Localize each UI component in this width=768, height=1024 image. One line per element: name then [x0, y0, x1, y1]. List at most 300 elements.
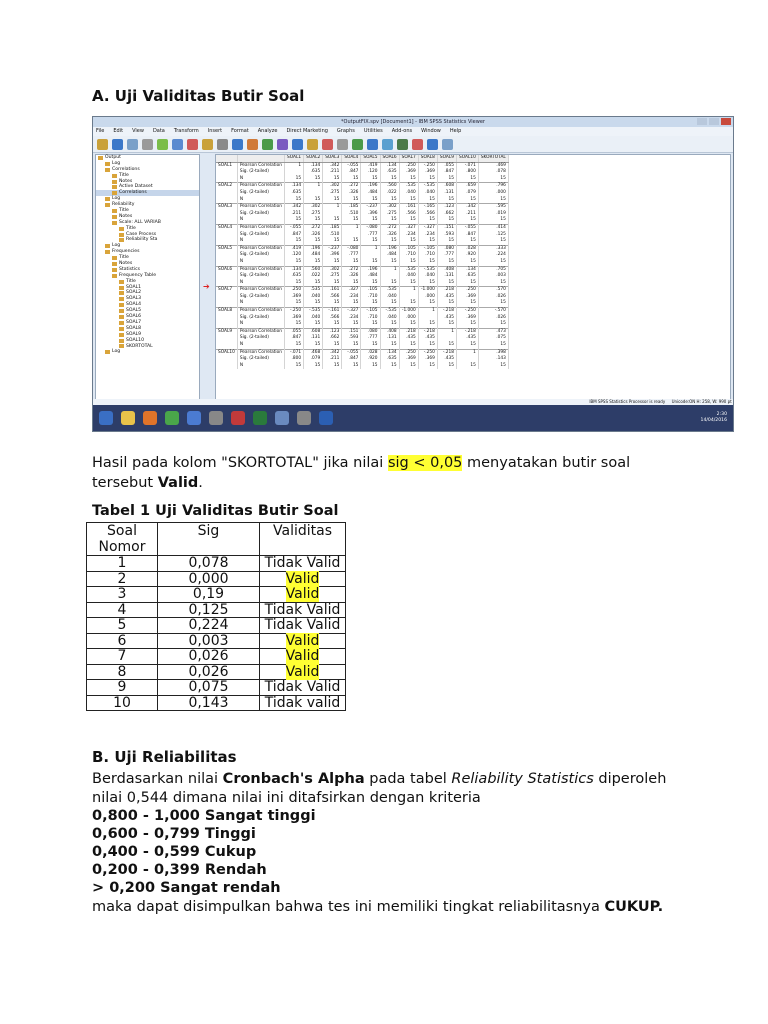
table-cell: 15 — [304, 217, 323, 224]
soal-number: 4 — [87, 602, 158, 618]
table-cell: .022 — [380, 190, 399, 197]
table-cell: .608 — [437, 183, 456, 190]
toolbar-button-icon[interactable] — [262, 139, 273, 150]
outline-node-icon — [119, 321, 124, 325]
row-group-label — [216, 315, 237, 322]
table-cell: -.535 — [304, 308, 323, 315]
table-cell: .134 — [304, 162, 323, 169]
outline-item-label: SOAL9 — [126, 331, 142, 337]
outline-node-icon — [119, 227, 124, 231]
validity-cell — [260, 680, 346, 696]
table-cell: 15 — [399, 321, 418, 328]
outline-node-icon — [119, 303, 124, 307]
table-row — [216, 197, 508, 204]
table-cell: .342 — [323, 349, 342, 356]
menu-item[interactable]: Transform — [173, 128, 199, 134]
table-cell: .796 — [478, 183, 508, 190]
settings-icon[interactable] — [275, 411, 289, 425]
table-cell: 15 — [361, 321, 380, 328]
table-cell: -.237 — [323, 245, 342, 252]
header-sig: Sig — [158, 523, 260, 556]
toolbar-button-icon[interactable] — [157, 139, 168, 150]
table-row — [216, 176, 508, 183]
table-cell: .022 — [304, 273, 323, 280]
table-cell: .196 — [361, 266, 380, 273]
outline-item-label: Log — [112, 243, 121, 249]
table-cell: .408 — [380, 328, 399, 335]
row-stat-label: Pearson Correlation — [237, 308, 284, 315]
row-group-label — [216, 335, 237, 342]
table-cell: 15 — [399, 280, 418, 287]
status-right-text: Unicode:ON H: 258, W: 990 pt — [671, 399, 732, 404]
table-cell: -.055 — [342, 162, 361, 169]
result-paragraph-line2 — [92, 475, 203, 491]
spss-taskbar-icon[interactable] — [231, 411, 245, 425]
menu-item[interactable]: View — [132, 128, 144, 134]
outline-item-label: Reliability Sta — [126, 237, 158, 243]
start-icon[interactable] — [99, 411, 113, 425]
column-header: SOAL7 — [399, 155, 418, 162]
criteria-item: 0,800 - 1,000 Sangat tinggi — [92, 808, 316, 824]
row-stat-label: N — [237, 280, 284, 287]
criteria-item: 0,400 - 0,599 Cukup — [92, 844, 257, 860]
toolbar-button-icon[interactable] — [172, 139, 183, 150]
table-cell: 15 — [418, 363, 437, 370]
table-cell: .302 — [380, 204, 399, 211]
validity-value: Tidak valid — [264, 694, 341, 711]
outline-item-label: SOAL7 — [126, 319, 142, 325]
toolbar-button-icon[interactable] — [112, 139, 123, 150]
table-cell: .275 — [304, 211, 323, 218]
table-cell: .272 — [342, 266, 361, 273]
table-cell: 15 — [380, 321, 399, 328]
column-header: SOAL4 — [342, 155, 361, 162]
spss-menubar — [93, 127, 733, 136]
outline-item-label: Scale: ALL VARIAB — [119, 219, 161, 225]
table-cell: 15 — [284, 197, 303, 204]
table-cell: .185 — [323, 224, 342, 231]
outline-node-icon — [105, 162, 110, 166]
table-cell: .369 — [284, 294, 303, 301]
column-header: SOAL6 — [380, 155, 399, 162]
validity-value: Valid — [285, 586, 320, 602]
table-cell: .327 — [399, 224, 418, 231]
menu-item[interactable]: Format — [231, 128, 249, 134]
menu-item[interactable]: Analyze — [257, 128, 278, 134]
table-cell: .040 — [304, 315, 323, 322]
menu-item[interactable]: Add-ons — [391, 128, 413, 134]
outline-item-label: SOAL2 — [126, 290, 142, 296]
table-cell: .224 — [478, 252, 508, 259]
menu-item[interactable]: Graphs — [336, 128, 355, 134]
table-cell: 15 — [342, 280, 361, 287]
table-cell: .920 — [456, 252, 478, 259]
app-icon[interactable] — [297, 411, 311, 425]
toolbar-button-icon[interactable] — [142, 139, 153, 150]
table-cell: .847 — [284, 232, 303, 239]
soal-number: 2 — [87, 571, 158, 587]
row-stat-label: N — [237, 217, 284, 224]
row-stat-label: Sig. (2-tailed) — [237, 232, 284, 239]
table-cell: .535 — [304, 287, 323, 294]
table-row — [216, 321, 508, 328]
table-cell: .131 — [437, 190, 456, 197]
table-cell: .510 — [342, 211, 361, 218]
table-cell: .435 — [437, 356, 456, 363]
table-cell: -.327 — [418, 224, 437, 231]
outline-node-icon — [112, 185, 117, 189]
row-stat-label: Sig. (2-tailed) — [237, 356, 284, 363]
table-cell: 15 — [361, 217, 380, 224]
outline-node-icon — [112, 274, 117, 278]
table-cell: 15 — [304, 342, 323, 349]
table-cell: 15 — [418, 176, 437, 183]
table-row — [216, 204, 508, 211]
outline-node-icon — [98, 156, 103, 160]
menu-item[interactable]: Help — [449, 128, 462, 134]
table-cell: 15 — [418, 238, 437, 245]
outline-item-label: Title — [126, 278, 136, 284]
table-cell — [284, 169, 303, 176]
outline-node-icon — [119, 297, 124, 301]
row-stat-label: Pearson Correlation — [237, 328, 284, 335]
table-cell: .134 — [380, 162, 399, 169]
table-cell: .326 — [342, 190, 361, 197]
conclusion-line — [92, 899, 663, 915]
menu-item[interactable]: Insert — [207, 128, 223, 134]
table-cell: .272 — [380, 224, 399, 231]
outline-item-label: Correlations — [119, 190, 147, 196]
outline-node-icon — [112, 191, 117, 195]
file-explorer-icon[interactable] — [121, 411, 135, 425]
table-cell: -.055 — [456, 224, 478, 231]
close-icon[interactable] — [721, 118, 731, 125]
table-cell: .710 — [361, 294, 380, 301]
table-cell: -.570 — [478, 308, 508, 315]
column-header: SOAL8 — [418, 155, 437, 162]
column-header — [237, 155, 284, 162]
table-cell: 1 — [437, 328, 456, 335]
outline-node-icon — [112, 180, 117, 184]
toolbar-button-icon[interactable] — [292, 139, 303, 150]
sig-value: 0,026 — [158, 649, 260, 665]
table-cell: .635 — [456, 273, 478, 280]
toolbar-button-icon[interactable] — [127, 139, 138, 150]
table-cell: 15 — [361, 238, 380, 245]
outline-item-label: SOAL4 — [126, 302, 142, 308]
outline-item-label: SOAL6 — [126, 314, 142, 320]
table-cell: .398 — [478, 349, 508, 356]
row-stat-label: Sig. (2-tailed) — [237, 169, 284, 176]
outline-item-label: Log — [112, 196, 121, 202]
validity-cell — [260, 556, 346, 572]
outline-node-icon — [105, 197, 110, 201]
table-cell: .272 — [342, 183, 361, 190]
row-group-label — [216, 259, 237, 266]
table-cell: .250 — [399, 162, 418, 169]
table-cell: .635 — [380, 356, 399, 363]
table-cell: 15 — [456, 176, 478, 183]
table-cell: .196 — [361, 183, 380, 190]
table-cell: .151 — [342, 328, 361, 335]
table-cell: .196 — [304, 245, 323, 252]
table-cell: 15 — [342, 363, 361, 370]
table-cell: -1.000 — [399, 308, 418, 315]
column-header — [216, 155, 237, 162]
table-cell: -1.000 — [418, 287, 437, 294]
toolbar-button-icon[interactable] — [367, 139, 378, 150]
conclusion-bold: CUKUP. — [604, 899, 664, 915]
toolbar-button-icon[interactable] — [352, 139, 363, 150]
table-cell: -.165 — [418, 204, 437, 211]
table-cell: .566 — [418, 211, 437, 218]
sig-value: 0,224 — [158, 618, 260, 634]
table-cell: 15 — [323, 238, 342, 245]
menu-item[interactable]: Data — [152, 128, 165, 134]
table-cell: .510 — [323, 232, 342, 239]
table-row — [87, 618, 346, 634]
table-cell: .055 — [284, 328, 303, 335]
table-cell: -.218 — [437, 308, 456, 315]
outline-item-label: Case Process — [126, 231, 157, 237]
menu-item[interactable]: Edit — [113, 128, 124, 134]
ie-icon[interactable] — [187, 411, 201, 425]
row-stat-label: Sig. (2-tailed) — [237, 190, 284, 197]
row-group-label — [216, 342, 237, 349]
toolbar-button-icon[interactable] — [232, 139, 243, 150]
table-cell: 15 — [284, 300, 303, 307]
column-header: SOAL10 — [456, 155, 478, 162]
table-cell: 15 — [380, 300, 399, 307]
table-cell: .019 — [478, 211, 508, 218]
spss-outline-navigator[interactable] — [95, 154, 200, 404]
system-clock[interactable] — [701, 412, 727, 424]
table-cell: 15 — [342, 176, 361, 183]
sig-value: 0,143 — [158, 695, 260, 711]
table-cell: .435 — [456, 335, 478, 342]
table-cell: .028 — [361, 349, 380, 356]
table-cell: .560 — [380, 183, 399, 190]
toolbar-button-icon[interactable] — [382, 139, 393, 150]
menu-item[interactable]: Window — [421, 128, 441, 134]
row-stat-label: Sig. (2-tailed) — [237, 252, 284, 259]
table-cell: 15 — [418, 321, 437, 328]
row-group-label: SOAL2 — [216, 183, 237, 190]
toolbar-button-icon[interactable] — [202, 139, 213, 150]
table-cell: .847 — [284, 335, 303, 342]
toolbar-button-icon[interactable] — [307, 139, 318, 150]
table-cell: .593 — [437, 232, 456, 239]
table-cell: 15 — [323, 342, 342, 349]
table-cell: -.071 — [456, 162, 478, 169]
table-cell: .560 — [304, 266, 323, 273]
criteria-item: 0,600 - 0,799 Tinggi — [92, 826, 256, 842]
result-text: menyatakan butir soal — [462, 455, 631, 471]
maximize-icon[interactable] — [709, 118, 719, 125]
table-cell: .134 — [284, 266, 303, 273]
table-row — [216, 280, 508, 287]
reliability-statistics-italic: Reliability Statistics — [451, 771, 594, 787]
table-cell: 15 — [478, 259, 508, 266]
table-cell: .211 — [284, 211, 303, 218]
toolbar-button-icon[interactable] — [427, 139, 438, 150]
outline-item[interactable] — [96, 349, 199, 355]
sig-value: 0,000 — [158, 571, 260, 587]
table-cell: 15 — [478, 176, 508, 183]
table-cell: 15 — [399, 259, 418, 266]
outline-node-icon — [119, 315, 124, 319]
table-cell: .473 — [478, 328, 508, 335]
menu-item[interactable]: Utilities — [363, 128, 383, 134]
table-cell: 15 — [399, 300, 418, 307]
table-cell: .570 — [478, 287, 508, 294]
row-stat-label: Pearson Correlation — [237, 349, 284, 356]
table-cell — [456, 356, 478, 363]
table-cell: .777 — [361, 232, 380, 239]
menu-item[interactable]: File — [96, 128, 105, 134]
table-cell: 15 — [342, 300, 361, 307]
table-cell: 15 — [284, 176, 303, 183]
table-cell: 15 — [323, 176, 342, 183]
toolbar-button-icon[interactable] — [277, 139, 288, 150]
app-icon[interactable] — [209, 411, 223, 425]
table-cell: 15 — [399, 342, 418, 349]
table-cell: .080 — [361, 328, 380, 335]
table-cell: 15 — [304, 176, 323, 183]
table-cell: 15 — [380, 238, 399, 245]
toolbar-button-icon[interactable] — [397, 139, 408, 150]
table-cell: .218 — [437, 287, 456, 294]
table-cell: .847 — [437, 169, 456, 176]
table-cell — [380, 273, 399, 280]
table-cell: -.250 — [418, 162, 437, 169]
table-cell: .026 — [478, 294, 508, 301]
table-cell: 15 — [418, 300, 437, 307]
toolbar-button-icon[interactable] — [337, 139, 348, 150]
table-cell: 15 — [418, 280, 437, 287]
table-row — [216, 308, 508, 315]
outline-item-label: SOAL8 — [126, 325, 142, 331]
table-cell: .080 — [437, 245, 456, 252]
table-cell: .710 — [361, 315, 380, 322]
toolbar-button-icon[interactable] — [247, 139, 258, 150]
table-cell: 15 — [418, 342, 437, 349]
table-cell: 15 — [323, 217, 342, 224]
spss-output-pane[interactable] — [215, 154, 731, 407]
windows-taskbar — [93, 405, 733, 431]
menu-item[interactable]: Direct Marketing — [286, 128, 328, 134]
table-cell: .218 — [399, 328, 418, 335]
row-group-label — [216, 252, 237, 259]
table-cell: 15 — [361, 280, 380, 287]
table-cell: .143 — [478, 356, 508, 363]
table-cell: 1 — [399, 287, 418, 294]
table-cell: .079 — [304, 356, 323, 363]
toolbar-button-icon[interactable] — [187, 139, 198, 150]
table-cell: 15 — [380, 217, 399, 224]
table-cell: 15 — [456, 238, 478, 245]
table-cell: 15 — [399, 363, 418, 370]
table-row — [216, 300, 508, 307]
spss-title-bar — [93, 117, 733, 127]
table-cell: .040 — [418, 273, 437, 280]
table-cell: .342 — [456, 204, 478, 211]
table-cell: -.218 — [456, 328, 478, 335]
table-cell: .635 — [284, 273, 303, 280]
sig-value: 0,003 — [158, 633, 260, 649]
table-cell: 15 — [437, 300, 456, 307]
table-row — [216, 363, 508, 370]
validity-value: Valid — [285, 648, 320, 664]
table-cell: .123 — [323, 328, 342, 335]
row-group-label — [216, 169, 237, 176]
validity-value: Tidak Valid — [264, 679, 341, 695]
clock-date: 14/04/2016 — [700, 418, 727, 423]
table-cell: 15 — [304, 259, 323, 266]
table-cell: 15 — [342, 217, 361, 224]
sig-value: 0,125 — [158, 602, 260, 618]
table-cell: 15 — [478, 300, 508, 307]
toolbar-button-icon[interactable] — [442, 139, 453, 150]
outline-item-label: Statistics — [119, 266, 140, 272]
row-stat-label: N — [237, 259, 284, 266]
row-stat-label: N — [237, 363, 284, 370]
outline-node-icon — [112, 262, 117, 266]
table-cell: .777 — [361, 335, 380, 342]
table-cell: 15 — [361, 259, 380, 266]
reliability-paragraph-line1 — [92, 771, 666, 787]
excel-icon[interactable] — [253, 411, 267, 425]
table-cell: .078 — [478, 169, 508, 176]
table-cell: .777 — [342, 252, 361, 259]
toolbar-button-icon[interactable] — [217, 139, 228, 150]
word-icon[interactable] — [319, 411, 333, 425]
table-cell: -.105 — [361, 308, 380, 315]
table-cell: -.071 — [284, 349, 303, 356]
outline-item-label: SOAL1 — [126, 284, 142, 290]
table-cell: -.250 — [418, 349, 437, 356]
row-stat-label: N — [237, 342, 284, 349]
row-group-label — [216, 280, 237, 287]
table-cell: .125 — [478, 232, 508, 239]
table-cell: 15 — [342, 238, 361, 245]
table-cell: .469 — [478, 162, 508, 169]
row-group-label — [216, 321, 237, 328]
table-cell: .000 — [399, 315, 418, 322]
firefox-icon[interactable] — [143, 411, 157, 425]
toolbar-button-icon[interactable] — [97, 139, 108, 150]
minimize-icon[interactable] — [697, 118, 707, 125]
table-row — [216, 335, 508, 342]
row-group-label: SOAL6 — [216, 266, 237, 273]
table-cell: 15 — [342, 197, 361, 204]
table-row — [216, 252, 508, 259]
table-cell: .000 — [418, 294, 437, 301]
table-cell: 15 — [380, 176, 399, 183]
toolbar-button-icon[interactable] — [322, 139, 333, 150]
table-cell: .250 — [456, 287, 478, 294]
toolbar-button-icon[interactable] — [412, 139, 423, 150]
table-cell: .484 — [304, 252, 323, 259]
reliability-paragraph-line2: nilai 0,544 dimana nilai ini ditafsirkan dengan kriteria — [92, 790, 481, 806]
outline-node-icon — [119, 286, 124, 290]
table-cell: 15 — [361, 363, 380, 370]
table-cell: .000 — [478, 190, 508, 197]
chrome-icon[interactable] — [165, 411, 179, 425]
row-group-label: SOAL8 — [216, 308, 237, 315]
outline-node-icon — [112, 221, 117, 225]
table-cell: 15 — [284, 342, 303, 349]
